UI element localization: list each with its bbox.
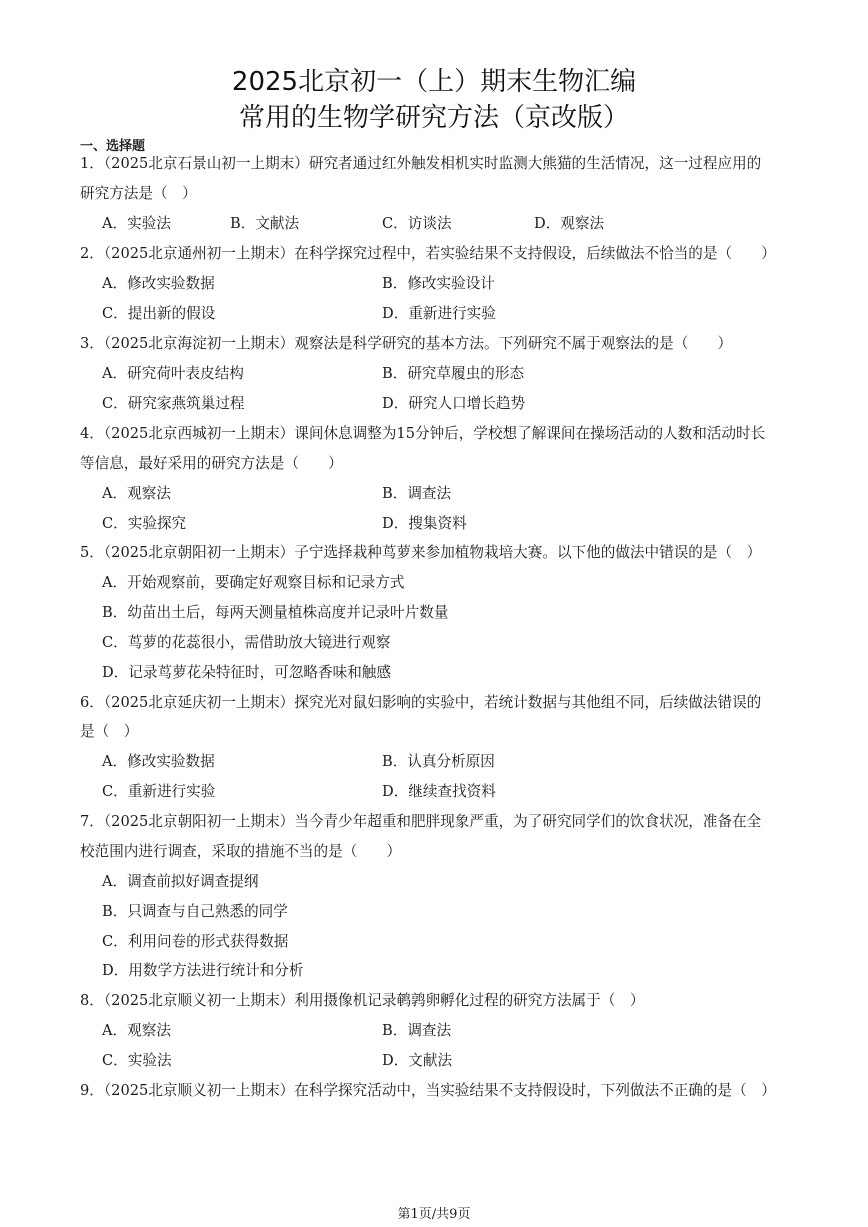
question-2-option-d: D．重新进行实验 [382, 305, 496, 322]
question-7-stem-cont: 校范围内进行调查，采取的措施不当的是（ ） [80, 843, 402, 860]
question-5-option-b: B．幼苗出土后，每两天测量植株高度并记录叶片数量 [102, 604, 449, 621]
question-2-stem: 2．（2025北京通州初一上期末）在科学探究过程中，若实验结果不支持假设，后续做法不恰当的是（ ） [80, 245, 776, 262]
question-7-stem: 7．（2025北京朝阳初一上期末）当今青少年超重和肥胖现象严重，为了研究同学们的饮食状况，准备在全 [80, 813, 762, 830]
question-6-option-d: D．继续查找资料 [382, 783, 496, 800]
question-1-option-a: A．实验法 [102, 215, 171, 232]
question-4-option-c: C．实验探究 [102, 515, 187, 532]
question-7-option-a: A．调查前拟好调查提纲 [102, 873, 259, 890]
question-3-option-c: C．研究家燕筑巢过程 [102, 395, 245, 412]
question-4-option-d: D．搜集资料 [382, 515, 467, 532]
question-2-option-a: A．修改实验数据 [102, 275, 215, 292]
question-3-option-d: D．研究人口增长趋势 [382, 395, 526, 412]
question-9-stem: 9．（2025北京顺义初一上期末）在科学探究活动中，当实验结果不支持假设时，下列做法不正确的是（ ） [80, 1082, 776, 1099]
question-6-option-c: C．重新进行实验 [102, 783, 216, 800]
question-4-option-a: A．观察法 [102, 485, 171, 502]
section-heading: 一、选择题 [80, 139, 146, 154]
question-8-option-a: A．观察法 [102, 1022, 171, 1039]
question-4-stem-cont: 等信息，最好采用的研究方法是（ ） [80, 455, 343, 472]
question-5-option-c: C．茑萝的花蕊很小，需借助放大镜进行观察 [102, 634, 391, 651]
page-number: 第1页/共9页 [397, 1207, 471, 1222]
question-8-option-b: B．调查法 [382, 1022, 452, 1039]
question-2-option-b: B．修改实验设计 [382, 275, 495, 292]
question-3-option-a: A．研究荷叶表皮结构 [102, 365, 244, 382]
question-6-stem-cont: 是（ ） [80, 723, 139, 740]
question-1-option-c: C．访谈法 [382, 215, 452, 232]
question-1-stem-cont: 研究方法是（ ） [80, 185, 197, 202]
question-8-option-d: D．文献法 [382, 1052, 453, 1069]
question-4-option-b: B．调查法 [382, 485, 452, 502]
document-title-line-2: 常用的生物学研究方法（京改版） [238, 103, 629, 133]
question-8-option-c: C．实验法 [102, 1052, 172, 1069]
question-7-option-d: D．用数学方法进行统计和分析 [102, 962, 304, 979]
question-6-stem: 6．（2025北京延庆初一上期末）探究光对鼠妇影响的实验中，若统计数据与其他组不同，后续做法错误的 [80, 694, 762, 711]
question-3-stem: 3．（2025北京海淀初一上期末）观察法是科学研究的基本方法。下列研究不属于观察法的是（ ） [80, 335, 733, 352]
question-3-option-b: B．研究草履虫的形态 [382, 365, 525, 382]
question-1-stem: 1．（2025北京石景山初一上期末）研究者通过红外触发相机实时监测大熊猫的生活情况，这一过程应用的 [80, 155, 762, 172]
question-6-option-b: B．认真分析原因 [382, 753, 495, 770]
question-2-option-c: C．提出新的假设 [102, 305, 216, 322]
question-5-stem: 5．（2025北京朝阳初一上期末）子宁选择栽种茑萝来参加植物栽培大赛。以下他的做法中错误的是（ ） [80, 544, 762, 561]
question-7-option-b: B．只调查与自己熟悉的同学 [102, 903, 288, 920]
document-title-line-1: 2025北京初一（上）期末生物汇编 [231, 67, 637, 97]
question-1-option-b: B．文献法 [230, 215, 300, 232]
question-4-stem: 4．（2025北京西城初一上期末）课间休息调整为15分钟后，学校想了解课间在操场活动的人数和活动时长 [80, 425, 766, 442]
question-8-stem: 8．（2025北京顺义初一上期末）利用摄像机记录鹌鹑卵孵化过程的研究方法属于（ ） [80, 992, 645, 1009]
question-1-option-d: D．观察法 [534, 215, 605, 232]
question-7-option-c: C．利用问卷的形式获得数据 [102, 933, 289, 950]
question-5-option-d: D．记录茑萝花朵特征时，可忽略香味和触感 [102, 664, 391, 681]
question-5-option-a: A．开始观察前，要确定好观察目标和记录方式 [102, 574, 405, 591]
question-6-option-a: A．修改实验数据 [102, 753, 215, 770]
